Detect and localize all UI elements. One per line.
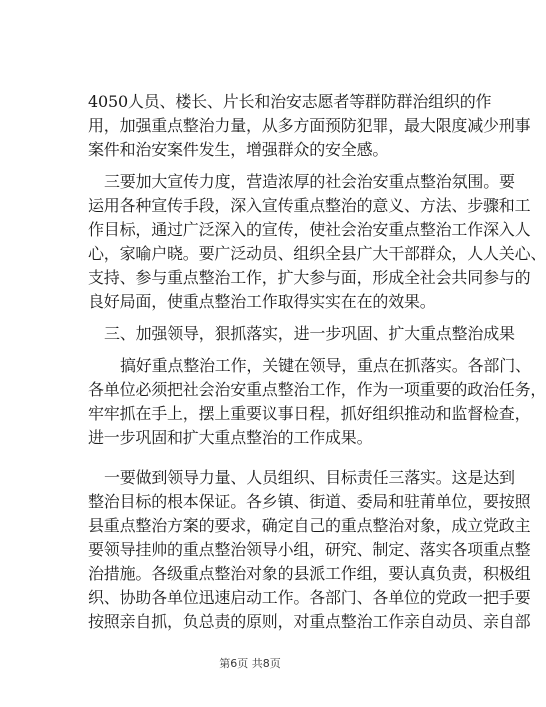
text-line: 案件和治安案件发生，增强群众的安全感。 <box>88 140 389 159</box>
text-line: 县重点整治方案的要求，确定自己的重点整治对象，成立党政主 <box>88 516 531 535</box>
text-line: 良好局面，使重点整治工作取得实实在在的效果。 <box>88 292 436 311</box>
text-line: 支持、参与重点整治工作，扩大参与面，形成全社会共同参与的 <box>88 268 531 287</box>
section-heading: 三、加强领导，狠抓落实，进一步巩固、扩大重点整治成果 <box>104 324 515 343</box>
text-line: 用，加强重点整治力量，从多方面预防犯罪，最大限度减少刑事 <box>88 116 531 135</box>
text-line: 心，家喻户晓。要广泛动员、组织全县广大干部群众，人人关心、 <box>88 244 546 263</box>
text-line: 一要做到领导力量、人员组织、目标责任三落实。这是达到 <box>104 468 515 487</box>
text-line: 运用各种宣传手段，深入宣传重点整治的意义、方法、步骤和工 <box>88 196 531 215</box>
text-line: 要领导挂帅的重点整治领导小组，研究、制定、落实各项重点整 <box>88 540 531 559</box>
document-body <box>88 90 546 634</box>
page-number-footer: 第6页 共8页 <box>219 657 281 670</box>
text-line: 各单位必须把社会治安重点整治工作，作为一项重要的政治任务， <box>88 380 546 399</box>
text-line: 治措施。各级重点整治对象的县派工作组，要认真负责，积极组 <box>88 564 531 583</box>
text-line: 牢牢抓在手上，摆上重要议事日程，抓好组织推动和监督检查， <box>88 404 531 423</box>
text-line: 按照亲自抓，负总责的原则，对重点整治工作亲自动员、亲自部 <box>88 612 531 631</box>
text-line: 进一步巩固和扩大重点整治的工作成果。 <box>88 428 373 447</box>
text-line: 三要加大宣传力度，营造浓厚的社会治安重点整治氛围。要 <box>104 172 515 191</box>
text-line: 搞好重点整治工作，关键在领导，重点在抓落实。各部门、 <box>120 356 531 375</box>
text-line: 作目标，通过广泛深入的宣传，使社会治安重点整治工作深入人 <box>88 220 531 239</box>
text-line: 4050人员、楼长、片长和治安志愿者等群防群治组织的作 <box>88 92 492 111</box>
text-line: 整治目标的根本保证。各乡镇、街道、委局和驻莆单位，要按照 <box>88 492 531 511</box>
text-line: 织、协助各单位迅速启动工作。各部门、各单位的党政一把手要 <box>88 588 531 607</box>
